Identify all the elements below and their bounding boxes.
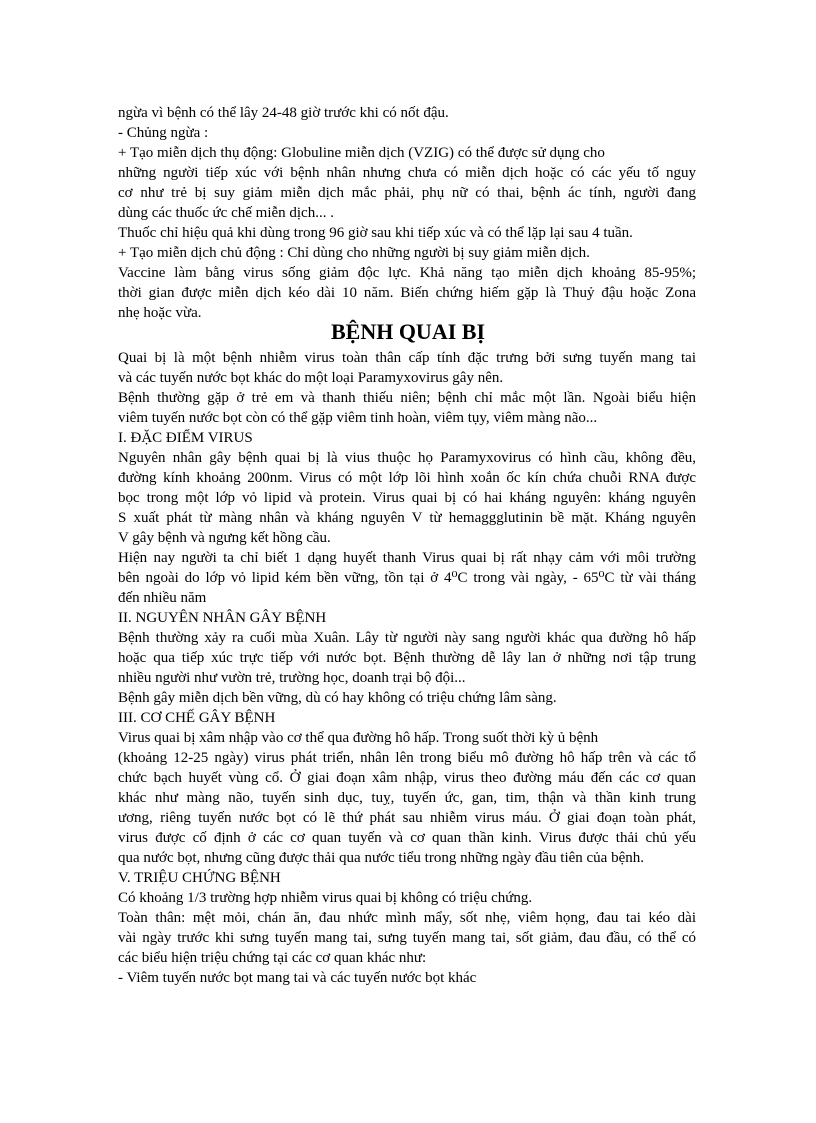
- text-line: chức bạch huyết vùng cổ. Ở giai đoạn xâm nhập, virus theo đường máu đến các cơ quan: [118, 770, 696, 786]
- text-line: virus được cố định ở các cơ quan tuyến và cơ quan thần kinh. Virus được thải chủ yếu: [118, 830, 696, 846]
- text-line: ngừa vì bệnh có thể lây 24-48 giờ trước khi có nốt đậu.: [118, 105, 449, 121]
- text-line: nhiều người như vườn trẻ, trường học, doanh trại bộ đội...: [118, 670, 466, 686]
- text-line: đến nhiều năm: [118, 590, 207, 606]
- text-line: Bệnh gây miễn dịch bền vững, dù có hay không có triệu chứng lâm sàng.: [118, 690, 557, 706]
- text-line: + Tạo miễn dịch thụ động: Globuline miễn dịch (VZIG) có thể được sử dụng cho: [118, 145, 605, 161]
- text-line: các biểu hiện triệu chứng tại các cơ quan khác như:: [118, 950, 427, 966]
- section-heading: II. NGUYÊN NHÂN GÂY BỆNH: [118, 610, 327, 626]
- text-line: Bệnh thường gặp ở trẻ em và thanh thiếu niên; bệnh chỉ mắc một lần. Ngoài biểu hiện: [118, 390, 696, 406]
- text-line: và các tuyến nước bọt khác do một loại Paramyxovirus gây nên.: [118, 370, 504, 386]
- text-line: Hiện nay người ta chỉ biết 1 dạng huyết thanh Virus quai bị rất nhạy cảm với môi trường: [118, 550, 696, 566]
- text-line: đường kính khoảng 200nm. Virus có một lớp lõi hình xoắn ốc kín chứa chuỗi RNA được: [118, 470, 696, 486]
- text-line: vài ngày trước khi sưng tuyến mang tai, sưng tuyến mang tai, sốt giảm, đau đầu, có thể có: [118, 930, 696, 946]
- text-line: hoặc qua tiếp xúc trực tiếp với nước bọt. Bệnh thường dễ lây lan ở những nơi tập trung: [118, 650, 696, 666]
- text-line: qua nước bọt, nhưng cũng được thải qua nước tiểu trong những ngày đầu tiên của bệnh.: [118, 850, 644, 866]
- section-heading: I. ĐẶC ĐIỂM VIRUS: [118, 430, 253, 446]
- text-line: - Chủng ngừa :: [118, 125, 209, 141]
- text-line: viêm tuyến nước bọt còn có thể gặp viêm tinh hoàn, viêm tụy, viêm màng não...: [118, 410, 598, 426]
- section-heading: V. TRIỆU CHỨNG BỆNH: [118, 870, 281, 886]
- text-line: V gây bệnh và ngưng kết hồng cầu.: [118, 530, 331, 546]
- text-line: dùng các thuốc ức chế miễn dịch... .: [118, 205, 334, 221]
- text-line: Toàn thân: mệt mỏi, chán ăn, đau nhức mình mẩy, sốt nhẹ, viêm họng, đau tai kéo dài: [118, 910, 696, 926]
- text-line: nhẹ hoặc vừa.: [118, 305, 202, 321]
- text-line: bên ngoài do lớp vỏ lipid kém bền vững, tồn tại ở 4⁰C trong vài ngày, - 65⁰C từ vài tháng: [118, 570, 696, 586]
- page-title: BỆNH QUAI BỊ: [330, 319, 486, 344]
- section-heading: III. CƠ CHẾ GÂY BỆNH: [118, 710, 276, 726]
- text-line: Bệnh thường xảy ra cuối mùa Xuân. Lây từ người này sang người khác qua đường hô hấp: [118, 630, 696, 646]
- text-line: cơ như trẻ bị suy giảm miễn dịch mắc phải, phụ nữ có thai, bệnh ác tính, người đang: [118, 185, 696, 201]
- text-line: Nguyên nhân gây bệnh quai bị là vius thuộc họ Paramyxovirus có hình cầu, không đều,: [118, 450, 696, 466]
- text-line: khác như màng não, tuyến sinh dục, tuỵ, tuyến ức, gan, tim, thận và thần kinh trung: [118, 790, 696, 806]
- text-line: Có khoảng 1/3 trường hợp nhiễm virus quai bị không có triệu chứng.: [118, 890, 533, 906]
- text-line: - Viêm tuyến nước bọt mang tai và các tuyến nước bọt khác: [118, 970, 477, 986]
- text-line: ương, riêng tuyến nước bọt có lẽ thứ phát sau nhiễm virus máu. Ở giai đoạn toàn phát,: [118, 810, 696, 826]
- text-line: Thuốc chỉ hiệu quả khi dùng trong 96 giờ sau khi tiếp xúc và có thể lặp lại sau 4 tuần.: [118, 225, 633, 241]
- text-line: Virus quai bị xâm nhập vào cơ thể qua đường hô hấp. Trong suốt thời kỳ ủ bệnh: [118, 730, 599, 746]
- text-line: (khoảng 12-25 ngày) virus phát triển, nhân lên trong biểu mô đường hô hấp trên và các tổ: [118, 750, 696, 766]
- text-line: những người tiếp xúc với bệnh nhân nhưng chưa có miễn dịch hoặc có các yếu tố nguy: [118, 165, 696, 181]
- text-line: bọc trong một lớp vỏ lipid và protein. Virus quai bị có hai kháng nguyên: kháng nguyên: [118, 490, 696, 506]
- text-line: + Tạo miễn dịch chủ động : Chỉ dùng cho những người bị suy giảm miễn dịch.: [118, 245, 590, 261]
- text-line: Vaccine làm bằng virus sống giảm độc lực. Khả năng tạo miễn dịch khoảng 85-95%;: [118, 265, 696, 281]
- text-line: S xuất phát từ màng nhân và kháng nguyên V từ hemaggglutinin bề mặt. Kháng nguyên: [118, 510, 696, 526]
- text-line: thời gian được miễn dịch kéo dài 10 năm. Biến chứng hiếm gặp là Thuỷ đậu hoặc Zona: [118, 285, 696, 301]
- text-line: Quai bị là một bệnh nhiễm virus toàn thân cấp tính đặc trưng bởi sưng tuyến mang tai: [118, 350, 696, 366]
